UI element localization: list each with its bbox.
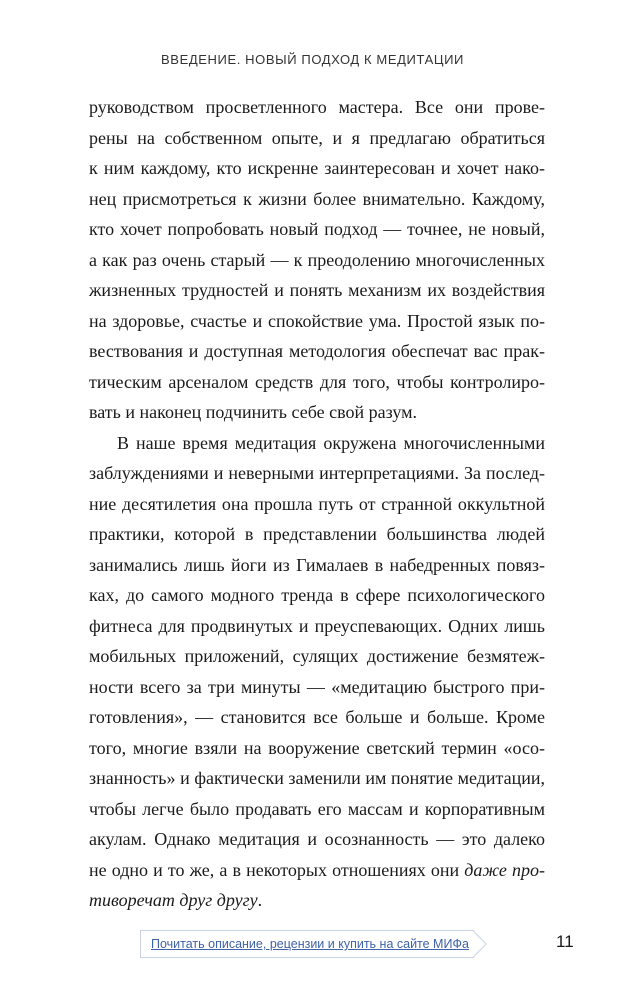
- text-line: на здоровье, счастье и спокойствие ума. Простой язык по-: [89, 310, 545, 331]
- text-line: чтобы легче было продавать его массам и корпоративным: [89, 798, 545, 819]
- text-line: [89, 885, 545, 916]
- text-line: ние десятилетия она прошла путь от странной оккультной: [89, 493, 545, 514]
- text-line: вать и наконец подчинить себе свой разум.: [89, 402, 417, 422]
- text-line: заблуждениями и неверными интерпретациями. За послед-: [89, 463, 545, 483]
- text-line: практики, которой в представлении большинства людей: [89, 524, 545, 544]
- italic-span: даже про-: [464, 859, 545, 880]
- text-line: кто хочет попробовать новый подход — точнее, не новый,: [89, 219, 545, 239]
- text-line: В наше время медитация окружена многочисленными: [117, 432, 545, 453]
- text-line: фитнеса для продвинутых и преуспевающих. Одних лишь: [89, 615, 545, 636]
- text-line: рены на собственном опыте, и я предлагаю обратиться: [89, 127, 545, 148]
- text-line: жизненных трудностей и понять механизм их воздействия: [89, 280, 545, 300]
- page-number: 11: [556, 932, 574, 951]
- text-span: .: [257, 890, 263, 910]
- text-line: руководством просветленного мастера. Все они прове-: [89, 97, 545, 117]
- paragraph-2: [89, 428, 545, 916]
- text-line: а как раз очень старый — к преодолению многочисленных: [89, 249, 545, 270]
- text-line: тическим арсеналом средств для того, чтобы контролиро-: [89, 371, 545, 392]
- text-line: знанность» и фактически заменили им понятие медитации,: [89, 768, 545, 788]
- text-line: вествования и доступная методология обеспечат вас прак-: [89, 341, 545, 361]
- text-span: не одно и то же, а в некоторых отношениях они: [89, 859, 465, 880]
- text-line: [89, 855, 545, 886]
- italic-span: тиворечат друг другу: [89, 890, 258, 910]
- text-line: акулам. Однако медитация и осознанность — это далеко: [89, 829, 545, 849]
- text-line: к ним каждому, кто искренне заинтересован и хочет нако-: [89, 158, 545, 178]
- link-arrow-icon[interactable]: [473, 930, 487, 958]
- buy-on-mif-link[interactable]: Почитать описание, рецензии и купить на сайте МИФа: [140, 930, 474, 958]
- text-line: ности всего за три минуты — «медитацию быстрого при-: [89, 676, 545, 697]
- text-line: занимались лишь йоги из Гималаев в набедренных повяз-: [89, 554, 545, 575]
- body-text: [89, 92, 545, 916]
- text-line: мобильных приложений, сулящих достижение безмятеж-: [89, 646, 545, 666]
- running-header: ВВЕДЕНИЕ. НОВЫЙ ПОДХОД К МЕДИТАЦИИ: [161, 52, 464, 67]
- text-line: готовления», — становится все больше и больше. Кроме: [89, 707, 545, 727]
- paragraph-1: [89, 92, 545, 428]
- text-line: нец присмотреться к жизни более внимательно. Каждому,: [89, 188, 545, 209]
- text-line: ках, до самого модного тренда в сфере психологического: [89, 585, 545, 605]
- text-line: того, многие взяли на вооружение светский термин «осо-: [89, 737, 545, 758]
